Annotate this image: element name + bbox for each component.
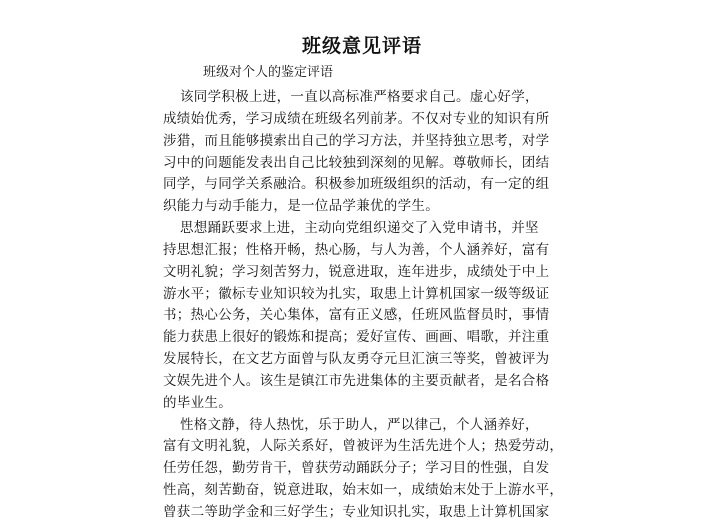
document-title: 班级意见评语 (301, 35, 422, 57)
paragraph-line: 习中的问题能发表出自己比较独到深刻的见解。尊敬师长，团结 (163, 155, 550, 171)
paragraph-line: 涉猎，而且能够摸索出自己的学习方法，并坚持独立思考，对学 (163, 133, 550, 149)
paragraph-line: 织能力与动手能力，是一位品学兼优的学生。 (163, 198, 439, 214)
paragraph-line: 的毕业生。 (163, 395, 232, 411)
paragraph-line: 性格文静，待人热忱，乐于助人，严以律己，个人涵养好， (180, 417, 539, 433)
document-subtitle: 班级对个人的鉴定评语 (203, 65, 334, 80)
paragraph-line: 任劳任怨，勤劳肯干，曾获劳动踊跃分子；学习目的性强，自发 (163, 460, 550, 476)
paragraph-line: 性高，刻苦勤奋，锐意进取，始末如一，成绩始末处于上游水平， (163, 482, 564, 498)
paragraph-line: 发展特长，在文艺方面曾与队友勇夺元旦汇演三等奖，曾被评为 (163, 351, 550, 367)
paragraph-line: 文明礼貌；学习刻苦努力，锐意进取，连年进步，成绩处于中上 (163, 264, 550, 280)
paragraph-line: 游水平；徽标专业知识较为扎实，取患上计算机国家一级等级证 (163, 286, 550, 302)
paragraph-line: 文娱先进个人。该生是镇江市先进集体的主要贡献者，是名合格 (163, 373, 550, 389)
paragraph-line: 能力获患上很好的锻炼和提高；爱好宣传、画画、唱歌，并注重 (163, 329, 550, 345)
paragraph-line: 该同学积极上进，一直以高标准严格要求自己。虚心好学， (180, 89, 539, 105)
paragraph-line: 书；热心公务，关心集体，富有正义感，任班风监督员时，事情 (163, 307, 550, 323)
paragraph-line: 思想踊跃要求上进，主动向党组织递交了入党申请书，并坚 (180, 220, 539, 236)
paragraph-line: 持思想汇报；性格开畅，热心肠，与人为善，个人涵养好，富有 (163, 242, 550, 258)
paragraph-line: 同学，与同学关系融洽。积极参加班级组织的活动，有一定的组 (163, 176, 550, 192)
paragraph-line: 富有文明礼貌，人际关系好，曾被评为生活先进个人；热爱劳动， (163, 438, 564, 454)
paragraph-line: 成绩始优秀，学习成绩在班级名列前茅。不仅对专业的知识有所 (163, 111, 550, 127)
paragraph-line: 曾获二等助学金和三好学生；专业知识扎实，取患上计算机国家 (163, 504, 550, 520)
